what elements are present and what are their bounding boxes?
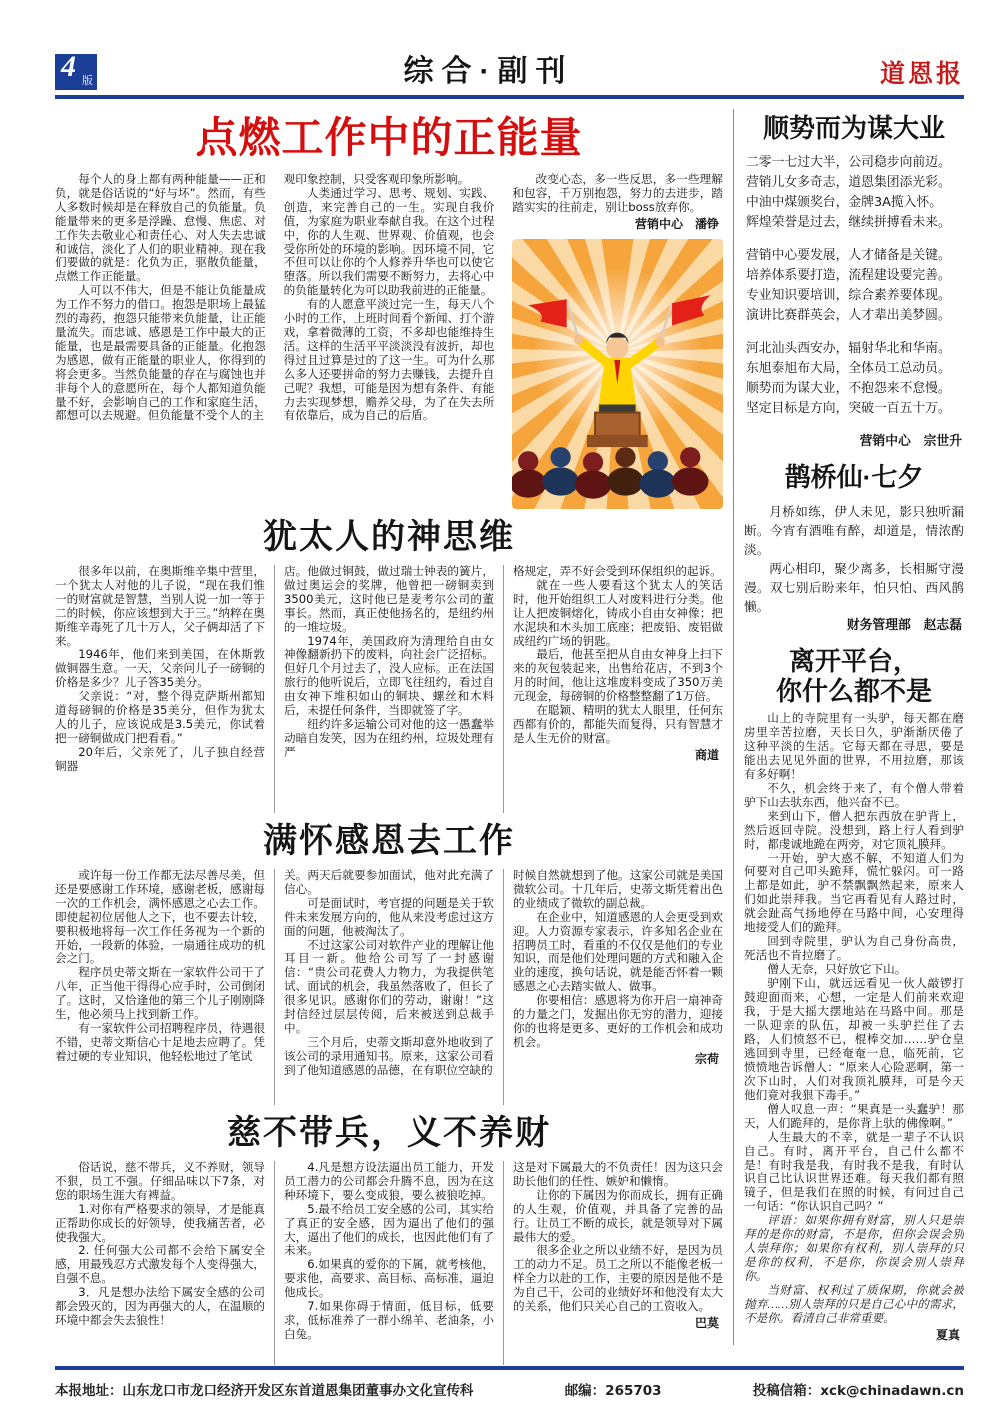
paragraph: 两心相印，聚少离多，长相厮守漫漫。双七别后盼来年，怕只怕、西风鹊懒。	[744, 561, 964, 614]
article-title-line2: 你什么都不是	[775, 676, 932, 706]
poem-line: 坚定目标是方向，突破一百五十万。	[746, 401, 951, 416]
poem-line: 顺势而为谋大业，不抱怨来不怠慢。	[746, 381, 951, 396]
paragraph: 1974年，美国政府为清理给自由女神像翻新扔下的废料，向社会广泛招标。但好几个月过去了，没人应标。正在法国旅行的他听说后，立即飞往纽约，看过自由女神下堆积如山的铜块、螺丝和木料后，未提任何条件，当即就签了字。	[284, 633, 494, 718]
paragraph: 6.如果真的爱你的下属，就考核他，要求他，高要求、高目标、高标准，逼迫他成长。	[284, 1257, 494, 1300]
page-footer	[55, 1366, 964, 1399]
article-body	[55, 1161, 723, 1365]
poem-line: 培养体系要打造，流程建设要完善。	[746, 268, 951, 283]
paragraph: 人生最大的不幸，就是一辈子不认识自己。有时，离开平台，自己什么都不是！有时我是我，有时我不是我，有时认识自己比认识世界还难。每天我们都有照镜子，但是我们在照的时候，有问过自己一句话：“你认识自己吗？”	[744, 1129, 964, 1214]
paragraph: 回到寺院里，驴认为自己身份高贵，死活也不肯拉磨了。	[744, 934, 964, 963]
article-body	[55, 869, 723, 1105]
article-title-line1: 离开平台，	[788, 646, 919, 676]
paragraph: 评语：如果你拥有财富，别人只是崇拜的是你的财富，不是你，但你会误会别人崇拜你；如果你有权利，别人崇拜的只是你的权利，不是你，你误会别人崇拜你。	[744, 1214, 964, 1284]
footer-postcode: 邮编：265703	[564, 1383, 662, 1399]
poem-stanza	[746, 153, 964, 233]
poem-line: 辉煌荣誉是过去，继续拼搏看未来。	[746, 215, 951, 230]
flag-man-illustration-art	[512, 239, 723, 509]
paragraph: 每个人的身上都有两种能量——正和负，就是俗话说的“好与坏”。然而，有些人多数时候却是在释放自己的负能量。负能量带来的更多是浮躁、怠慢、焦虑、对工作失去敬业心和责任心、对人失去忠诚和诚信，淡化了人们的职业精神。现在我们要做的就是：化负为正，驱散负能量，点燃工作正能量。	[55, 173, 266, 284]
paragraph: 三个月后，史蒂文斯却意外地收到了该公司的录用通知书。原来，这家公司看到了他知道感恩的品德，在有职位空缺的	[284, 1034, 494, 1077]
paragraph: 父亲说：“对，整个得克萨斯州都知道每磅铜的价格是35美分，但作为犹太人的儿子，应该说成是3.5美元，你试着把一磅铜做成门把看看。”	[55, 689, 265, 745]
author-signature: 宗荷	[694, 1051, 719, 1066]
article-column-1	[55, 173, 275, 509]
article-column-2	[274, 1161, 503, 1365]
article-title: 点燃工作中的正能量	[195, 114, 583, 161]
story-paragraphs	[744, 712, 964, 1326]
footer-address: 本报地址：山东龙口市龙口经济开发区东首道恩集团董事办文化宣传科	[55, 1383, 474, 1399]
paragraph: 来到山下，僧人把东西放在驴背上，然后返回寺院。没想到，路上行人看到驴时，都虔诚地跪在两旁，对它顶礼膜拜。	[744, 808, 964, 851]
main-column	[55, 103, 723, 1365]
article-body	[55, 173, 723, 509]
article-column-3	[503, 565, 723, 813]
paragraph: 纽约许多运输公司对他的这一愚蠢举动暗自发笑，因为在纽约州，垃圾处理有严	[284, 716, 494, 759]
author-signature: 营销中心 潘铮	[635, 216, 720, 231]
poem-line: 东旭泰旭布大局，全体员工总动员。	[746, 361, 951, 376]
paragraph: 时候自然就想到了他。这家公司就是美国微软公司。十几年后，史蒂文斯凭着出色的业绩成了微软的副总裁。	[513, 869, 723, 910]
paragraph: 人类通过学习、思考、规划、实践、创造，来完善自己的一生。实现自我价值，为家庭为职业奉献自我。在这个过程中，你的人生观、世界观、价值观，也会受你所处的环境的影响。因环境不同，它不但可以让你的个人修养升华也可以使它堕落。所以我们需要不断努力，去将心中的负能量转化为可以助我前进的正能量。	[283, 185, 495, 298]
paragraph: 1.对你有严格要求的领导，才是能真正帮助你成长的好领导，使我痛苦者，必使我强大。	[55, 1201, 265, 1244]
page-header	[55, 46, 964, 99]
closing-paragraph	[512, 173, 723, 215]
article-title: 犹太人的神思维	[263, 518, 515, 556]
edition-label: 版	[82, 74, 93, 87]
article-column-2	[274, 869, 503, 1105]
paragraph: 很多企业之所以业绩不好，是因为员工的动力不足。员工之所以不能像老板一样全力以赴的工作，主要的原因是他不是为自己干，公司的业绩好坏和他没有太大的关系，他们只关心自己的工资收入。	[513, 1243, 723, 1314]
author-signature: 商道	[694, 747, 719, 762]
masthead: 道恩报	[879, 61, 964, 88]
paragraph: 人可以不伟大，但是不能让负能量成为工作不努力的借口。抱怨是职场上最猛烈的毒药，抱怨只能带来负能量，让正能量流失。而忠诚、感恩是工作中最大的正能量，也是最需要具备的正能量。化抱怨为感恩，做有正能量的职业人，你得到的将会更多。当然负能量的存在与腐蚀也并非每个人的意愿所在，每个人都知道负能量不好，会影响自己的工作和家庭生活，都想可以去规避。但负能量不受个人的主	[55, 283, 266, 423]
paragraph: 当财富、权利过了质保期，你就会被抛弃……别人崇拜的只是自己心中的需求，不是你。看清自己非常重要。	[744, 1284, 964, 1325]
poem-line: 专业知识要培训，综合素养要体现。	[746, 288, 951, 303]
paragraph: 5.最不给员工安全感的公司，其实给了真正的安全感，因为逼出了他们的强大，逼出了他们的成长，也因此他们有了未来。	[284, 1201, 494, 1258]
paragraph: 观印象控制，只受客观印象所影响。	[283, 173, 470, 186]
column-paragraphs	[513, 565, 723, 746]
article-column-2	[275, 173, 504, 509]
paragraph: 关。两天后就要参加面试，他对此充满了信心。	[284, 869, 494, 896]
article-strict-leadership	[55, 1114, 723, 1365]
edition-box	[55, 50, 97, 90]
paragraph: 不久，机会终于来了，有个僧人带着驴下山去驮东西，他兴奋不已。	[744, 780, 964, 809]
poem-line: 营销儿女多奇志，道恩集团添光彩。	[746, 175, 951, 190]
paragraph: 山上的寺院里有一头驴，每天都在磨房里辛苦拉磨，天长日久，驴渐渐厌倦了这种平淡的生活。它每天都在寻思，要是能出去见见外面的世界，不用拉磨，那该有多好啊！	[744, 711, 964, 781]
author-signature: 营销中心 宗世升	[859, 434, 962, 449]
article-gratitude-work	[55, 822, 723, 1105]
paragraph: 20年后，父亲死了，儿子独自经营铜器	[55, 744, 265, 773]
paragraph: 或许每一份工作都无法尽善尽美，但还是要感谢工作环境，感谢老板，感谢每一次的工作机会，满怀感恩之心去工作。即使起初位居他人之下，也不要去计较，要积极地将每一次工作任务视为一个新的开始，一段新的体验，一扇通往成功的机会之门。	[55, 869, 265, 966]
author-signature: 巴莫	[694, 1315, 719, 1330]
paragraph: 在企业中，知道感恩的人会更受到欢迎。人力资源专家表示，许多知名企业在招聘员工时，看重的不仅仅是他们的专业知识，而是他们处理问题的方式和融入企业的速度，换句话说，就是能否怀着一颗感恩之心去踏实做人、做事。	[513, 909, 723, 994]
column-paragraphs	[513, 869, 723, 1050]
paragraph: 4.凡是想方设法逼出员工能力，开发员工潜力的公司都会升腾不息，因为在这种环境下，要么变成狼，要么被狼吃掉。	[284, 1161, 494, 1202]
paragraph: 改变心态，多一些反思，多一些理解和包容，千万别抱怨，努力的去进步，踏踏实实的往前走，别让boss放弃你。	[512, 173, 723, 214]
paragraph: 让你的下属因为你而成长，拥有正确的人生观，价值观，并具备了完善的品行。让员工不断的成长，就是领导对下属最伟大的爱。	[513, 1187, 723, 1244]
paragraph: 这是对下属最大的不负责任！因为这只会助长他们的任性、嫉妒和懒惰。	[513, 1161, 723, 1188]
poem-paragraphs	[744, 502, 964, 616]
paragraph: 程序员史蒂文斯在一家软件公司干了八年，正当他干得得心应手时，公司倒闭了。这时，又恰逢他的第三个儿子刚刚降生，他必须马上找到新工作。	[55, 965, 265, 1022]
paragraph: 驴刚下山，就远远看见一伙人敲锣打鼓迎面而来，心想，一定是人们前来欢迎我，于是大摇大摆地站在马路中间。那是一队迎亲的队伍，却被一头驴拦住了去路，人们愤怒不已，棍棒交加……驴仓皇逃回到寺里，已经奄奄一息，临死前，它愤愤地告诉僧人：“原来人心险恶啊，第一次下山时，人们对我顶礼膜拜，可是今天他们竟对我狠下毒手。”	[744, 976, 964, 1102]
article-body	[55, 565, 723, 813]
paragraph: 7.如果你碍于情面，低目标，低要求，低标准养了一群小绵羊、老油条，小白兔。	[284, 1299, 494, 1341]
article-title	[744, 646, 964, 706]
article-jewish-thinking	[55, 518, 723, 813]
footer-email: 投稿信箱：xck@chinadawn.cn	[752, 1383, 964, 1399]
paragraph: 2. 任何强大公司都不会给下属安全感，用最残忍方式激发每个人变得强大，自强不息。	[55, 1243, 265, 1286]
article-column-3	[503, 869, 723, 1105]
article-title: 慈不带兵，义不养财	[227, 1114, 551, 1152]
article-title: 满怀感恩去工作	[263, 822, 515, 860]
flag-man-illustration	[512, 239, 723, 509]
page-content	[55, 103, 964, 1365]
poem-line: 演讲比赛群英会，人才辈出美梦圆。	[746, 308, 951, 323]
paragraph: 一开始，驴大惑不解，不知道人们为何要对自己叩头跪拜，慌忙躲闪。可一路上都是如此，驴不禁飘飘然起来，原来人们如此崇拜我。当它再看见有人路过时，就会趾高气扬地停在马路中间，心安理得地接受人们的跪拜。	[744, 850, 964, 935]
article-momentum-poem	[744, 113, 964, 452]
paragraph: 就在一些人要看这个犹太人的笑话时，他开始组织工人对废料进行分类。他让人把废铜熔化，铸成小自由女神像；把水泥块和木头加工底座；把废铅、废铝做成纽约广场的钥匙。	[513, 577, 723, 648]
sidebar-column	[742, 103, 964, 1365]
article-column-3	[503, 1161, 723, 1365]
article-column-3	[503, 173, 723, 509]
article-platform-story	[744, 646, 964, 1344]
paragraph: 最后，他甚至把从自由女神身上扫下来的灰包装起来，出售给花店，不到3个月的时间，他让这堆废料变成了350万美元现金，每磅铜的价格整整翻了1万倍。	[513, 647, 723, 704]
paragraph: 僧人无奈，只好放它下山。	[767, 962, 907, 977]
paragraph: 可是面试时，考官提的问题是关于软件未来发展方向的，他从来没考虑过这方面的问题，他被淘汰了。	[284, 895, 494, 938]
article-positive-energy	[55, 115, 723, 509]
paragraph: 有的人愿意平淡过完一生，每天八个小时的工作，上班时间看个新闻、打个游戏，拿着微薄的工资，不多却也能维持生活。这样的生活平平淡淡没有波折，却也得过且过算是过的了这一生。可为什么那么多人还要拼命的努力去赚钱，去提升自己呢？我想，可能是因为想有条件、有能力去实现梦想，赡养父母，为了在失去所有依靠后，成为自己的后盾。	[283, 297, 495, 423]
article-column-1	[55, 565, 274, 813]
poem-stanza	[746, 339, 964, 419]
paragraph: 你要相信：感恩将为你开启一扇神奇的力量之门，发掘出你无穷的潜力，迎接你的也将是更多、更好的工作机会和成功机会。	[513, 993, 723, 1049]
column-paragraphs	[513, 1161, 723, 1314]
paragraph: 很多年以前，在奥斯维辛集中营里，一个犹太人对他的儿子说，“现在我们惟一的财富就是智慧，当别人说一加一等于二的时候，你应该想到大于三。”纳粹在奥斯维辛毒死了几十万人，父子俩却活了下来。	[55, 565, 265, 648]
article-column-1	[55, 869, 274, 1105]
poem-stanza	[746, 246, 964, 326]
article-title: 顺势而为谋大业	[762, 113, 945, 143]
paragraph: 在聪颖、精明的犹太人眼里，任何东西都有价的，都能失而复得，只有智慧才是人生无价的财富。	[513, 703, 723, 745]
edition-number: 4	[61, 50, 76, 83]
paragraph: 不过这家公司对软件产业的理解让他耳目一新。他给公司写了一封感谢信：“贵公司花费人力物力，为我提供笔试、面试的机会，我虽然落败了，但长了很多见识。感谢你们的劳动，谢谢！”这封信经过层层传阅，后来被送到总裁手中。	[284, 937, 494, 1035]
paragraph: 月桥如练，伊人未见，影只独听漏断。今宵有酒唯有醉，却道是，情浓酌淡。	[744, 504, 964, 557]
paragraph: 店。他做过铜鼓，做过瑞士钟表的簧片，做过奥运会的奖牌，他曾把一磅铜卖到3500美元，这时他已是麦考尔公司的董事长。然而，真正使他扬名的，是纽约州的一堆垃圾。	[284, 565, 494, 634]
paragraph: 俗话说，慈不带兵，义不养财，领导不狠，员工不强。仔细品味以下7条，对您的职场生涯大有裨益。	[55, 1161, 265, 1202]
paragraph: 3．凡是想办法给下属安全感的公司都会毁灭的，因为再强大的人，在温顺的环境中都会失去狼性！	[55, 1285, 265, 1327]
section-title: 综合·副刊	[403, 55, 574, 88]
article-column-1	[55, 1161, 274, 1365]
author-signature: 财务管理部 赵志磊	[846, 618, 962, 633]
article-column-2	[274, 565, 503, 813]
main-sidebar-divider	[733, 109, 734, 1345]
paragraph: 格规定，弄不好会受到环保组织的起诉。	[513, 565, 722, 578]
poem-stanzas	[744, 153, 964, 419]
article-qixi-poem	[744, 462, 964, 636]
poem-line: 河北汕头西安办，辐射华北和华南。	[746, 341, 951, 356]
article-title: 鹊桥仙·七夕	[784, 462, 924, 492]
paragraph: 1946年，他们来到美国，在休斯敦做铜器生意。一天，父亲问儿子一磅铜的价格是多少？儿子答35美分。	[55, 647, 265, 690]
poem-line: 二零一七过大半，公司稳步向前迈。	[746, 155, 951, 170]
paragraph: 有一家软件公司招聘程序员，待遇很不错，史蒂文斯信心十足地去应聘了。凭着过硬的专业知识，他轻松地过了笔试	[55, 1020, 265, 1063]
paragraph: 僧人叹息一声：“果真是一头蠢驴！那天，人们跪拜的，是你背上驮的佛像啊。”	[744, 1101, 964, 1130]
poem-line: 中油中煤颁奖台，金牌3A揽入怀。	[746, 195, 943, 210]
author-signature: 夏真	[935, 1327, 960, 1342]
poem-line: 营销中心要发展，人才储备是关键。	[746, 248, 951, 263]
